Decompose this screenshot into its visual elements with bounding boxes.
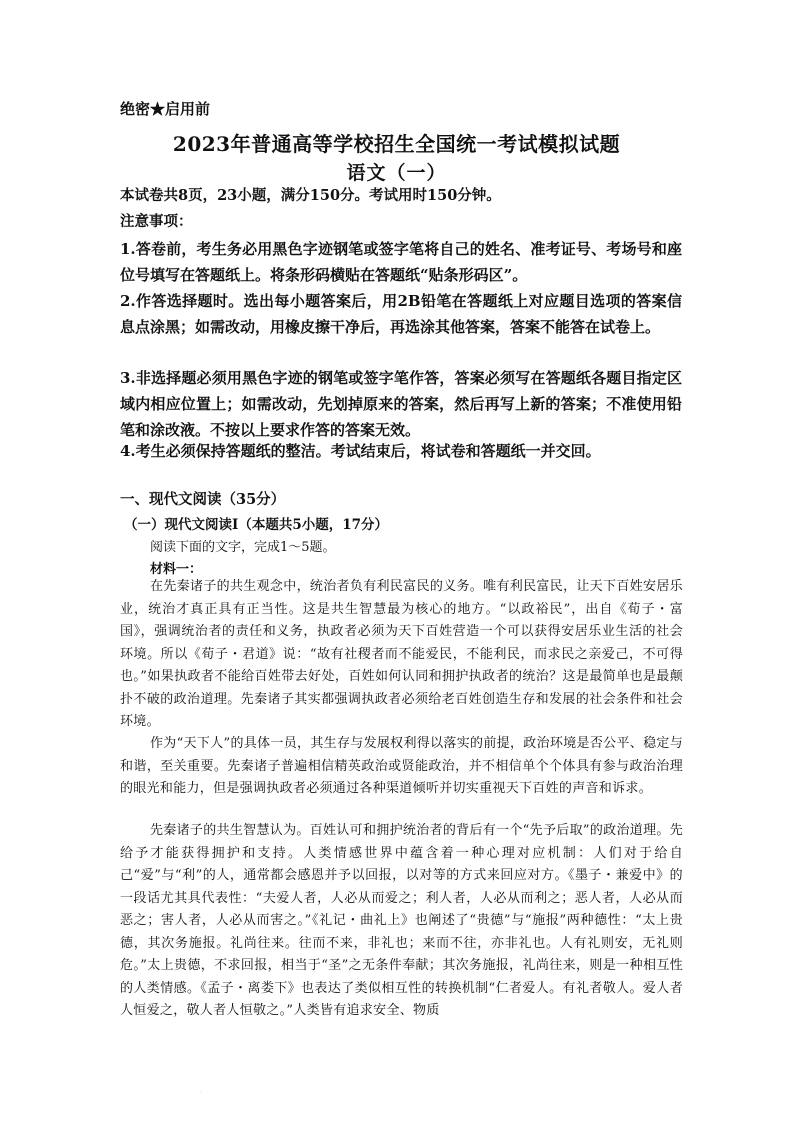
reading-instruction: 阅读下面的文字，完成1～5题。 [150,540,336,555]
note-item: 3.非选择题必须用黑色字迹的钢笔或签字笔作答，答案必须写在答题纸各题目指定区域内相应位置上；如需改动，先划掉原来的答案，然后再写上新的答案；不准使用铅笔和涂改液。不按以上要求作答的答案无效。 [120,369,682,439]
exam-subtitle: 语文（一） [346,162,447,184]
confidential-label: 绝密★启用前 [120,100,211,118]
exam-title: 2023年普通高等学校招生全国统一考试模拟试题 [172,132,621,156]
passage-paragraph: 在先秦诸子的共生观念中，统治者负有利民富民的义务。唯有利民富民，让天下百姓安居乐业，统治才真正具有正当性。这是共生智慧最为核心的地方。“以政裕民”，出自《荀子・富国》，强调统治者的责任和义务，执政者必须为天下百姓营造一个可以获得安居乐业生活的社会环境。所以《荀子・君道》说：“故有社稷者而不能爱民，不能利民，而求民之亲爱己，不可得也。”如果执政者不能给百姓带去好处，百姓如何认同和拥护执政者的统治？这是最简单也是最颠扑不破的政治道理。先秦诸子其实都强调执政者必须给老百姓创造生存和发展的社会条件和社会环境。 [120,579,683,729]
passage-paragraph: 先秦诸子的共生智慧认为。百姓认可和拥护统治者的背后有一个“先予后取”的政治道理。先给予才能获得拥护和支持。人类情感世界中蕴含着一种心理对应机制：人们对于给自己“爱”与“利”的人，通常都会感恩并予以回报，以对等的方式来回应对方。《墨子・兼爱中》的一段话尤其具代表性：“夫爱人者，人必从而爱之；利人者，人必从而利之；恶人者，人必从而恶之；害人者，人必从而害之。”《礼记・曲礼上》也阐述了“贵德”与“施报”两种德性：“太上贵德，其次务施报。礼尚往来。往而不来，非礼也；来而不往，亦非礼也。人有礼则安，无礼则危。”太上贵德，不求回报，相当于“圣”之无条件奉献；其次务施报，礼尚往来，则是一种相互性的人类情感。《孟子・离娄下》也表达了类似相互性的转换机制“仁者爱人。有礼者敬人。爱人者人恒爱之，敬人者人恒敬之。”人类皆有追求安全、物质 [120,823,683,1018]
note-item: 1.答卷前，考生务必用黑色字迹钢笔或签字笔将自己的姓名、准考证号、考场号和座位号填写在答题纸上。将条形码横贴在答题纸“贴条形码区”。 [120,240,682,284]
material-label: 材料一： [150,562,203,577]
section-heading: 一、现代文阅读（35分） [120,491,286,508]
footer-mark: · [200,1090,202,1097]
note-item: 2.作答选择题时。选出每小题答案后，用2B铅笔在答题纸上对应题目选项的答案信息点涂黑；如需改动，用橡皮擦干净后，再选涂其他答案，答案不能答在试卷上。 [120,292,682,336]
sub-section-heading: （一）现代文阅读Ⅰ（本题共5小题，17分） [124,517,388,533]
notes-label: 注意事项： [120,213,193,230]
note-item: 4.考生必须保持答题纸的整洁。考试结束后，将试卷和答题纸一并交回。 [120,442,601,460]
exam-summary: 本试卷共8页，23小题，满分150分。考试用时150分钟。 [120,187,501,204]
passage-paragraph: 作为“天下人”的具体一员，其生存与发展权利得以落实的前提，政治环境是否公平、稳定与和谐，至关重要。先秦诸子普遍相信精英政治或贤能政治，并不相信单个个体具有参与政治治理的眼光和能力，但是强调执政者必须通过各种渠道倾听并切实重视天下百姓的声音和诉求。 [120,736,683,796]
